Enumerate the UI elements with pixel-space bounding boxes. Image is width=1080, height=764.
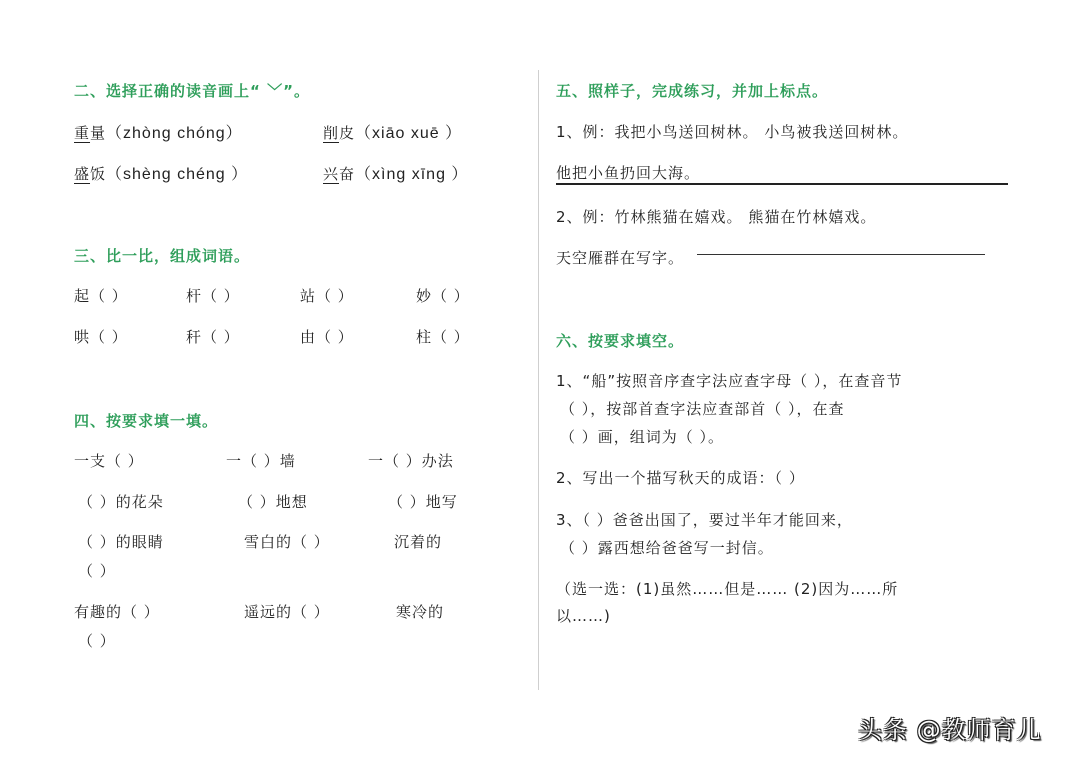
question-2: 天空雁群在写字。 — [556, 249, 685, 267]
fill-row-2 — [78, 491, 458, 512]
blank-item[interactable]: 起（ ） — [74, 287, 128, 305]
answer-line-1[interactable] — [556, 183, 1008, 185]
blank-item[interactable]: 雪白的（ ） — [244, 533, 330, 551]
section5-heading: 五、照样子，完成练习，并加上标点。 — [556, 82, 829, 100]
blank-item[interactable]: 一支（ ） — [74, 452, 144, 470]
example-1: 1、例：我把小鸟送回树林。 小鸟被我送回树林。 — [556, 123, 909, 141]
pinyin-item-4 — [323, 161, 468, 184]
underlined-char: 重 — [74, 124, 91, 142]
q6-1-line1[interactable]: 1、“船”按照音序查字法应查字母（ ），在查音节 — [556, 372, 903, 390]
fill-row-1 — [74, 450, 454, 471]
answer-line-2[interactable] — [697, 254, 985, 255]
blank-item: 沉着的 — [394, 533, 443, 551]
blank-item[interactable]: 妙（ ） — [416, 287, 470, 305]
underlined-char: 盛 — [74, 165, 91, 183]
blank-item[interactable]: 柱（ ） — [416, 328, 470, 346]
char-rest: 皮 — [339, 124, 356, 142]
blank-item[interactable]: 哄（ ） — [74, 328, 128, 346]
pinyin-options[interactable]: （zhòng chóng） — [106, 125, 243, 142]
char-rest: 量 — [90, 124, 107, 142]
blank-item[interactable]: （ ）地写 — [388, 493, 458, 511]
blank-item[interactable]: 由（ ） — [300, 328, 354, 346]
section6-heading: 六、按要求填空。 — [556, 332, 685, 350]
char-rest: 奋 — [339, 165, 356, 183]
blank-item[interactable]: 秆（ ） — [186, 328, 240, 346]
column-divider — [538, 70, 539, 690]
underlined-char: 兴 — [323, 165, 340, 183]
fill-row-4-cont[interactable]: （ ） — [78, 632, 116, 650]
question-1: 他把小鱼扔回大海。 — [556, 164, 701, 182]
pinyin-item-1 — [74, 120, 243, 143]
blank-item[interactable]: （ ）的花朵 — [78, 493, 164, 511]
q6-2[interactable]: 2、写出一个描写秋天的成语：（ ） — [556, 469, 805, 487]
watermark: 头条 @教师育儿 — [858, 716, 1042, 744]
pinyin-options[interactable]: （xìng xīng ） — [355, 166, 469, 183]
fill-row-3-cont[interactable]: （ ） — [78, 562, 116, 580]
hint-line2: 以……) — [556, 607, 611, 625]
q6-1-line3[interactable]: （ ）画，组词为（ ）。 — [560, 428, 725, 446]
blank-item[interactable]: 杆（ ） — [186, 287, 240, 305]
blank-item[interactable]: 有趣的（ ） — [74, 603, 160, 621]
section2-heading: 二、选择正确的读音画上“ ﹀”。 — [74, 82, 310, 100]
q6-1-line2[interactable]: （ ），按部首查字法应查部首（ ），在查 — [560, 400, 845, 418]
underlined-char: 削 — [323, 124, 340, 142]
q6-3-line2[interactable]: （ ）露西想给爸爸写一封信。 — [560, 539, 774, 557]
example-2: 2、例：竹林熊猫在嬉戏。 熊猫在竹林嬉戏。 — [556, 208, 877, 226]
section4-heading: 四、按要求填一填。 — [74, 412, 219, 430]
fill-row-3 — [78, 531, 442, 552]
pinyin-item-3 — [74, 161, 248, 184]
blank-item[interactable]: 站（ ） — [300, 287, 354, 305]
blank-item[interactable]: （ ）地想 — [238, 493, 308, 511]
blank-item[interactable]: （ ）的眼睛 — [78, 533, 164, 551]
char-rest: 饭 — [90, 165, 107, 183]
blank-item: 寒冷的 — [396, 603, 445, 621]
blank-item[interactable]: 一（ ）办法 — [368, 452, 454, 470]
q6-3-line1[interactable]: 3、（ ）爸爸出国了，要过半年才能回来， — [556, 511, 853, 529]
fill-row-4 — [74, 601, 444, 622]
compare-row-1 — [74, 285, 470, 306]
pinyin-options[interactable]: （xiāo xuē ） — [355, 125, 463, 142]
compare-row-2 — [74, 326, 470, 347]
hint-line1: （选一选：(1)虽然……但是…… (2)因为……所 — [556, 580, 899, 598]
blank-item[interactable]: 一（ ）墙 — [226, 452, 296, 470]
pinyin-item-2 — [323, 120, 462, 143]
pinyin-options[interactable]: （shèng chéng ） — [106, 166, 249, 183]
blank-item[interactable]: 遥远的（ ） — [244, 603, 330, 621]
section3-heading: 三、比一比，组成词语。 — [74, 247, 251, 265]
